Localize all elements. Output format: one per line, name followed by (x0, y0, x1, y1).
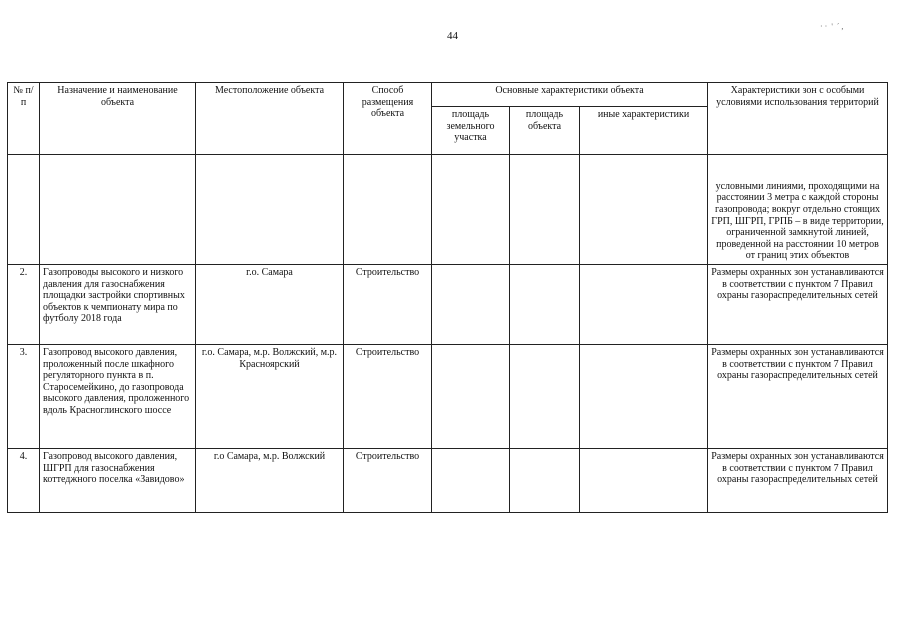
cell-zones: Размеры охранных зон устанавливаются в соответствии с пунктом 7 Правил охраны газораспределительных сетей (708, 345, 888, 449)
cell-other (580, 449, 708, 513)
cell-method: Строительство (344, 265, 432, 345)
col-header-land-area: площадь земельного участка (432, 107, 510, 155)
scan-artifact: · · ' ´ , (820, 22, 844, 31)
col-header-zones: Характеристики зон с особыми условиями использования территорий (708, 83, 888, 155)
cell-num: 3. (8, 345, 40, 449)
cell-land-area (432, 449, 510, 513)
cell-num: 4. (8, 449, 40, 513)
cell-object-area (510, 449, 580, 513)
page-number: 44 (447, 30, 458, 42)
cell-purpose: Газопровод высокого давления, проложенный после шкафного регуляторного пункта в п. Старосемейкино, до газопровода высокого давления, проложенного вдоль Красноглинского шоссе (40, 345, 196, 449)
cell-purpose: Газопроводы высокого и низкого давления для газоснабжения площадки застройки спортивных объектов к чемпионату мира по футболу 2018 года (40, 265, 196, 345)
cell-land-area (432, 265, 510, 345)
cell-land-area (432, 345, 510, 449)
header-row-1 (8, 83, 888, 107)
cell-object-area (510, 345, 580, 449)
cell-zones: Размеры охранных зон устанавливаются в соответствии с пунктом 7 Правил охраны газораспределительных сетей (708, 265, 888, 345)
cell-object-area (510, 265, 580, 345)
table-row (8, 449, 888, 513)
col-header-method: Способ размещения объекта (344, 83, 432, 155)
table-row (8, 155, 888, 265)
cell-location (196, 155, 344, 265)
cell-other (580, 155, 708, 265)
cell-purpose: Газопровод высокого давления, ШГРП для газоснабжения коттеджного поселка «Завидово» (40, 449, 196, 513)
cell-land-area (432, 155, 510, 265)
cell-location: г.о. Самара, м.р. Волжский, м.р. Красноярский (196, 345, 344, 449)
col-header-main-characteristics: Основные характеристики объекта (432, 83, 708, 107)
cell-purpose (40, 155, 196, 265)
cell-num: 2. (8, 265, 40, 345)
cell-other (580, 265, 708, 345)
objects-table (7, 82, 888, 513)
cell-location: г.о Самара, м.р. Волжский (196, 449, 344, 513)
col-header-object-area: площадь объекта (510, 107, 580, 155)
col-header-location: Местоположение объекта (196, 83, 344, 155)
col-header-other-characteristics: иные характеристики (580, 107, 708, 155)
cell-num (8, 155, 40, 265)
cell-object-area (510, 155, 580, 265)
cell-method: Строительство (344, 345, 432, 449)
cell-location: г.о. Самара (196, 265, 344, 345)
col-header-num: № п/п (8, 83, 40, 155)
cell-zones: условными линиями, проходящими на расстоянии 3 метра с каждой стороны газопровода; вокруг отдельно стоящих ГРП, ШГРП, ГРПБ – в виде территории, ограниченной замкнутой линией, проведенной на расстоянии 10 метров от границ этих объектов (708, 155, 888, 265)
cell-method: Строительство (344, 449, 432, 513)
cell-zones: Размеры охранных зон устанавливаются в соответствии с пунктом 7 Правил охраны газораспределительных сетей (708, 449, 888, 513)
col-header-purpose: Назначение и наименование объекта (40, 83, 196, 155)
cell-method (344, 155, 432, 265)
cell-other (580, 345, 708, 449)
table-row (8, 345, 888, 449)
table-row (8, 265, 888, 345)
